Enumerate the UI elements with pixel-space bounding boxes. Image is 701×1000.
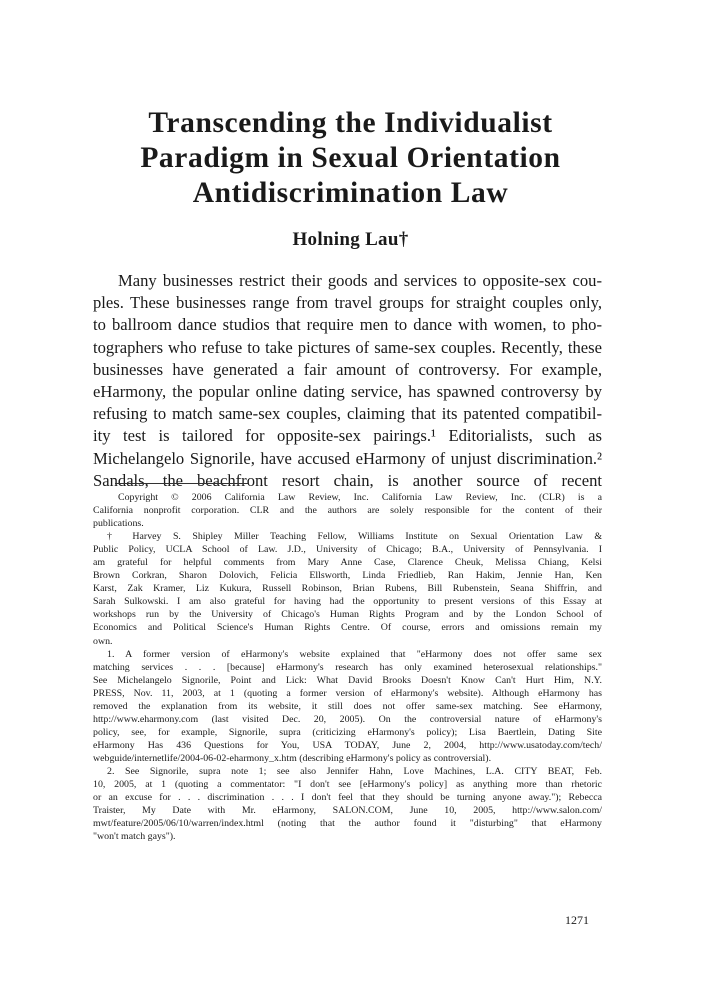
author-name: Holning Lau†: [292, 229, 409, 250]
footnote-line: Traister, My Date with Mr. eHarmony, SALON.COM, June 10, 2005, http://www.salon.com/: [93, 805, 602, 817]
footnotes: [93, 491, 602, 843]
footnote-line: Public Policy, UCLA School of Law. J.D., University of Chicago; B.A., University of Pennsylvania. I: [93, 544, 602, 556]
footnote-line: mwt/feature/2005/06/10/warren/index.html (noting that the author found it "disturbing" that eHarmony: [93, 818, 602, 830]
footnote-line: PRESS, Nov. 11, 2003, at 1 (quoting a former version of eHarmony's website). Although eHarmony has: [93, 687, 602, 699]
footnote-line: 2. See Signorile, supra note 1; see also Jennifer Hahn, Love Machines, L.A. CITY BEAT, Feb.: [107, 765, 602, 777]
title-line-3: Antidiscrimination Law: [192, 177, 509, 209]
footnote-line: Sarah Sulkowski. I am also grateful for having had the opportunity to present versions of this Essay at: [93, 596, 602, 608]
body-line: eHarmony, the popular online dating service, has spawned controversy by: [93, 382, 602, 402]
footnote-line: own.: [93, 635, 113, 647]
footnote-line: 10, 2005, at 1 (quoting a commentator: "I don't see [eHarmony's policy] as anything more than rhetoric: [93, 779, 602, 791]
body-line: ity test is tailored for opposite-sex pairings.¹ Editorialists, such as: [93, 426, 602, 446]
body-line: ples. These businesses range from travel groups for straight couples only,: [93, 293, 602, 313]
footnote-line: publications.: [93, 518, 144, 530]
footnote-line: † Harvey S. Shipley Miller Teaching Fellow, Williams Institute on Sexual Orientation Law &: [107, 531, 602, 543]
title-line-2: Paradigm in Sexual Orientation: [140, 142, 561, 174]
footnote-line: or an excuse for . . . discrimination . . . I don't feel that they should be turning anyone away."); Rebecca: [93, 792, 602, 804]
footnote-line: am grateful for helpful comments from Mary Anne Case, Clarence Cheuk, Melissa Chiang, Kelsi: [93, 557, 602, 569]
body-line: Michelangelo Signorile, have accused eHarmony of unjust discrimination.²: [93, 448, 602, 468]
page-number: 1271: [565, 913, 589, 927]
title-line-1: Transcending the Individualist: [148, 107, 553, 139]
footnote-line: California nonprofit corporation. CLR and the authors are solely responsible for the content of their: [93, 505, 602, 517]
body-line: businesses have generated a fair amount of controversy. For example,: [93, 359, 602, 379]
article-title: [0, 106, 701, 211]
footnote-line: removed the explanation from its website, it still does not offer same-sex matching. See eHarmony,: [93, 700, 602, 712]
footnote-separator: [115, 483, 248, 484]
footnote-line: webguide/internetlife/2004-06-02-eharmony_x.htm (describing eHarmony's policy as controversial).: [93, 752, 492, 764]
footnote-line: Brown Corkran, Sharon Dolovich, Felicia Ellsworth, Linda Friedlieb, Ran Hakim, Jennie Han, Ken: [93, 570, 602, 582]
footnote-line: http://www.eharmony.com (last visited Dec. 20, 2005). On the controversial nature of eHarmony's: [93, 713, 602, 725]
footnote-line: Economics and Political Science's Human Rights Centre. Of course, errors and omissions remain my: [93, 622, 602, 634]
body-text: [93, 270, 602, 492]
body-line: Sandals, the beachfront resort chain, is another source of recent: [93, 470, 602, 490]
footnote-line: matching services . . . [because] eHarmony's research has only examined heterosexual relationships.": [93, 661, 602, 673]
footnote-line: Copyright © 2006 California Law Review, Inc. California Law Review, Inc. (CLR) is a: [118, 492, 602, 503]
footnote-line: 1. A former version of eHarmony's website explained that "eHarmony does not offer same sex: [107, 648, 602, 660]
footnote-line: "won't match gays").: [93, 831, 176, 843]
footnote-line: eHarmony Has 436 Questions for You, USA TODAY, June 2, 2004, http://www.usatoday.com/tech/: [93, 739, 602, 751]
footnote-line: workshops run by the University of Chicago's Human Rights Program and by the London School of: [93, 609, 602, 621]
body-line: to ballroom dance studios that require men to dance with women, to pho-: [93, 315, 602, 335]
body-line: Many businesses restrict their goods and services to opposite-sex cou-: [118, 271, 602, 290]
body-line: refusing to match same-sex couples, claiming that its patented compatibil-: [93, 404, 602, 424]
footnote-line: See Michelangelo Signorile, Point and Lick: What David Brooks Doesn't Know Can't Hurt Him, N.Y.: [93, 674, 602, 686]
body-line: tographers who refuse to take pictures of same-sex couples. Recently, these: [93, 337, 602, 357]
footnote-line: Karst, Zak Kramer, Liz Kukura, Russell Robinson, Brian Rubens, Bill Rubenstein, Seana Shiffrin, and: [93, 583, 602, 595]
footnote-line: policy, see, for example, Signorile, supra (criticizing eHarmony's policy); Lisa Baertlein, Dating Site: [93, 726, 602, 738]
